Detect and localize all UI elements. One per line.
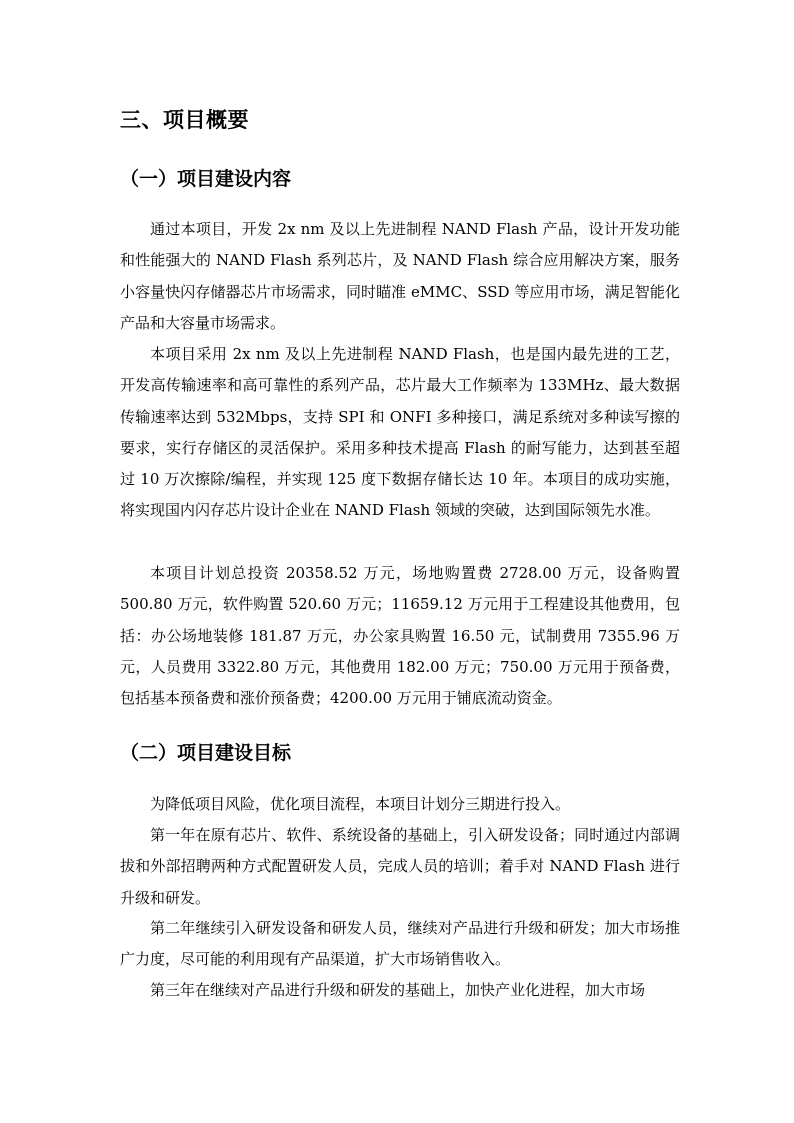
subsection-title-construction-goals: （二）项目建设目标 (120, 742, 292, 764)
paragraph: 为降低项目风险，优化项目流程，本项目计划分三期进行投入。 (150, 795, 571, 813)
paragraph: 第三年在继续对产品进行升级和研发的基础上，加快产业化进程，加大市场 (150, 981, 646, 999)
paragraph: 第一年在原有芯片、软件、系统设备的基础上，引入研发设备；同时通过内部调拔和外部招聘两种方式配置研发人员，完成人员的培训；着手对 NAND Flash 进行升级和研发。 (120, 826, 680, 907)
section-title: 三、项目概要 (120, 107, 249, 132)
paragraph: 通过本项目，开发 2x nm 及以上先进制程 NAND Flash 产品，设计开发功能和性能强大的 NAND Flash 系列芯片，及 NAND Flash 综合应用解决方案，服务小容量快闪存储器芯片市场需求，同时瞄准 eMMC、SSD 等应用市场，满足智能化产品和大容量市场需求。 (120, 220, 680, 332)
paragraph: 本项目计划总投资 20358.52 万元，场地购置费 2728.00 万元，设备购置 500.80 万元，软件购置 520.60 万元；11659.12 万元用于工程建设其他费用，包括：办公场地装修 181.87 万元，办公家具购置 16.50 元，试制费用 7355.96 万元，人员费用 3322.80 万元，其他费用 182.00 万元；750.00 万元用于预备费，包括基本预备费和涨价预备费；4200.00 万元用于铺底流动资金。 (120, 564, 680, 708)
paragraph: 第二年继续引入研发设备和研发人员，继续对产品进行升级和研发；加大市场推广力度，尽可能的利用现有产品渠道，扩大市场销售收入。 (120, 919, 680, 969)
paragraph: 本项目采用 2x nm 及以上先进制程 NAND Flash，也是国内最先进的工艺，开发高传输速率和高可靠性的系列产品，芯片最大工作频率为 133MHz、最大数据传输速率达到 532Mbps，支持 SPI 和 ONFI 多种接口，满足系统对多种读写擦的要求，实行存储区的灵活保护。采用多种技术提高 Flash 的耐写能力，达到甚至超过 10 万次擦除/编程，并实现 125 度下数据存储长达 10 年。本项目的成功实施，将实现国内闪存芯片设计企业在 NAND Flash 领域的突破，达到国际领先水准。 (120, 345, 680, 520)
subsection-title-construction-content: （一）项目建设内容 (120, 168, 292, 190)
